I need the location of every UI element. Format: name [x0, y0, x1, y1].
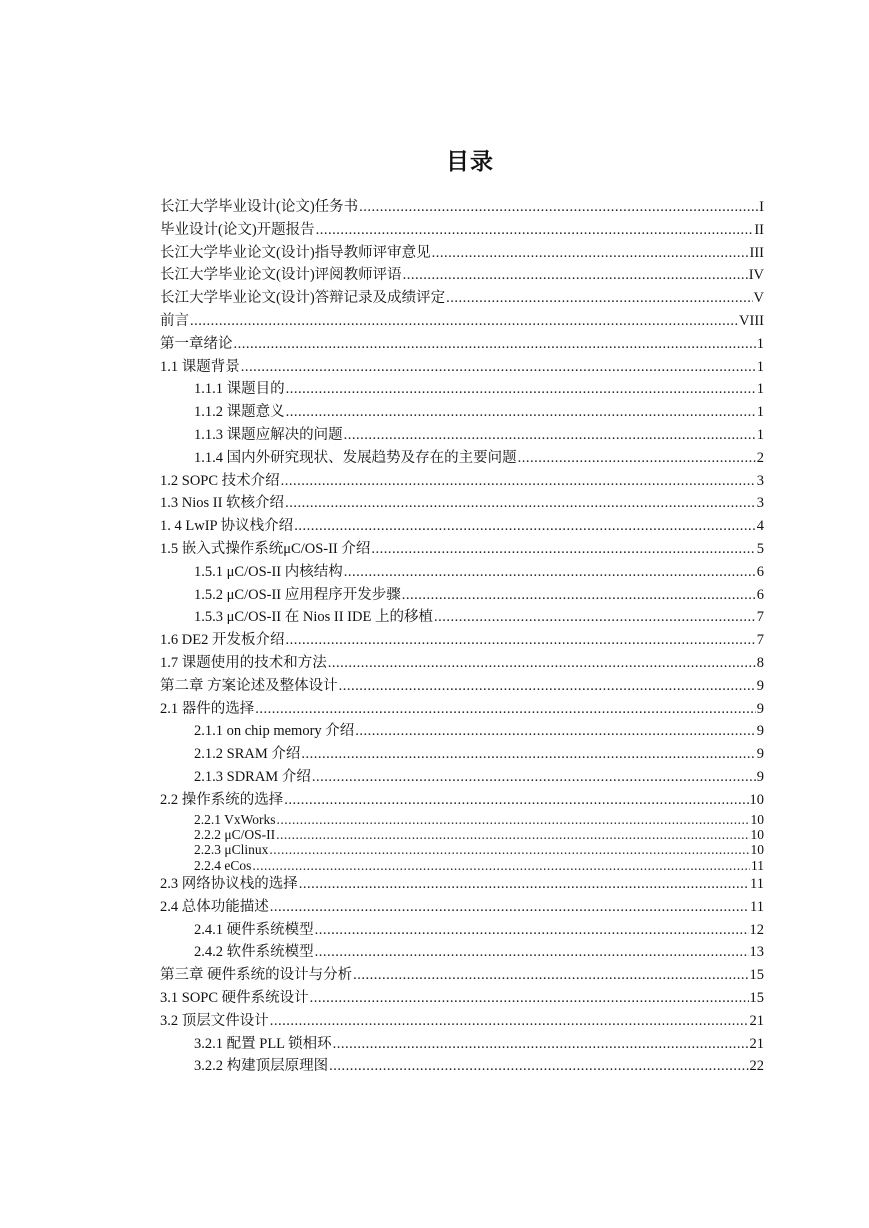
toc-entry[interactable] — [160, 896, 764, 919]
toc-entry-title: 2.2.2 μC/OS-II — [194, 826, 276, 842]
toc-entry-page-number: 3 — [756, 495, 764, 512]
toc-entry[interactable] — [160, 919, 764, 942]
toc-leader-dots — [285, 492, 756, 515]
toc-entry-title: 毕业设计(论文)开题报告 — [160, 221, 315, 238]
toc-entry[interactable] — [160, 1033, 764, 1056]
toc-leader-dots — [315, 919, 749, 942]
toc-leader-dots — [252, 858, 750, 873]
toc-entry-page-number: 9 — [756, 746, 764, 763]
toc-leader-dots — [294, 515, 756, 538]
toc-entry[interactable] — [160, 941, 764, 964]
toc-entry[interactable] — [160, 333, 764, 356]
toc-entry-page-number: 1 — [756, 335, 764, 352]
toc-entry-page-number: 4 — [756, 518, 764, 535]
toc-entry-title: 2.4 总体功能描述 — [160, 898, 269, 915]
toc-entry-page-number: 21 — [749, 1012, 764, 1029]
toc-leader-dots — [276, 827, 749, 842]
toc-entry-page-number: 7 — [756, 609, 764, 626]
toc-entry-page-number: 10 — [750, 826, 764, 842]
toc-entry-page-number: 9 — [756, 700, 764, 717]
toc-entry[interactable] — [160, 561, 764, 584]
toc-entry[interactable] — [160, 264, 764, 287]
toc-leader-dots — [285, 629, 755, 652]
toc-entry-title: 3.2.1 配置 PLL 锁相环 — [194, 1035, 332, 1052]
toc-entry[interactable] — [160, 492, 764, 515]
toc-entry-title: 2.3 网络协议栈的选择 — [160, 876, 298, 893]
toc-leader-dots — [402, 584, 756, 607]
toc-entry[interactable] — [160, 827, 764, 842]
toc-entry-page-number: VIII — [739, 312, 764, 329]
toc-entry-title: 2.1.2 SRAM 介绍 — [194, 746, 301, 763]
toc-entry[interactable] — [160, 743, 764, 766]
toc-entry[interactable] — [160, 606, 764, 629]
toc-entry-page-number: 21 — [749, 1035, 764, 1052]
toc-entry-page-number: 11 — [750, 876, 764, 893]
toc-entry-page-number: 15 — [749, 967, 764, 984]
toc-leader-dots — [353, 964, 748, 987]
toc-leader-dots — [371, 538, 755, 561]
toc-leader-dots — [315, 941, 749, 964]
toc-leader-dots — [328, 652, 756, 675]
toc-entry[interactable] — [160, 584, 764, 607]
toc-entry-page-number: 8 — [756, 654, 764, 671]
toc-entry-title: 2.1 器件的选择 — [160, 700, 255, 717]
toc-entry-page-number: 6 — [756, 586, 764, 603]
toc-entry[interactable] — [160, 629, 764, 652]
toc-entry[interactable] — [160, 356, 764, 379]
toc-entry[interactable] — [160, 858, 764, 873]
toc-leader-dots — [255, 698, 756, 721]
toc-entry-page-number: III — [749, 244, 764, 261]
toc-entry-page-number: 5 — [756, 540, 764, 557]
toc-entry-page-number: 11 — [750, 898, 764, 915]
toc-entry-title: 3.2.2 构建顶层原理图 — [194, 1058, 329, 1075]
toc-leader-dots — [286, 401, 756, 424]
toc-leader-dots — [446, 287, 752, 310]
toc-leader-dots — [312, 766, 756, 789]
toc-entry-title: 长江大学毕业论文(设计)答辩记录及成绩评定 — [160, 290, 446, 307]
toc-entry-title: 1.1.4 国内外研究现状、发展趋势及存在的主要问题 — [194, 449, 517, 466]
toc-entry-title: 2.4.1 硬件系统模型 — [194, 921, 314, 938]
toc-entry-title: 2.4.2 软件系统模型 — [194, 944, 314, 961]
toc-leader-dots — [329, 1055, 748, 1078]
toc-entry-title: 1.6 DE2 开发板介绍 — [160, 632, 285, 649]
toc-entry-page-number: 10 — [749, 791, 764, 808]
toc-entry-title: 1.5.2 μC/OS-II 应用程序开发步骤 — [194, 586, 401, 603]
toc-entry-title: 1.2 SOPC 技术介绍 — [160, 472, 280, 489]
toc-entry-page-number: I — [759, 199, 764, 215]
toc-leader-dots — [286, 378, 756, 401]
toc-entry-page-number: 7 — [756, 632, 764, 649]
toc-leader-dots — [403, 264, 748, 287]
toc-entry-title: 长江大学毕业设计(论文)任务书 — [160, 199, 359, 215]
toc-entry[interactable] — [160, 789, 764, 812]
toc-entry-page-number: 9 — [756, 723, 764, 740]
toc-leader-dots — [434, 606, 756, 629]
toc-entry-title: 前言 — [160, 312, 189, 329]
toc-entry[interactable] — [160, 538, 764, 561]
toc-leader-dots — [190, 310, 738, 333]
toc-entry[interactable] — [160, 812, 764, 827]
toc-entry-page-number: 10 — [750, 842, 764, 858]
toc-entry[interactable] — [160, 219, 764, 242]
toc-entry[interactable] — [160, 287, 764, 310]
toc-entry-title: 1.5.1 μC/OS-II 内核结构 — [194, 563, 343, 580]
toc-entry[interactable] — [160, 1010, 764, 1033]
toc-entry-title: 第三章 硬件系统的设计与分析 — [160, 967, 353, 984]
toc-entry[interactable] — [160, 675, 764, 698]
toc-entry[interactable] — [160, 766, 764, 789]
toc-leader-dots — [270, 896, 749, 919]
toc-entry-title: 长江大学毕业论文(设计)评阅教师评语 — [160, 267, 402, 284]
toc-entry[interactable] — [160, 378, 764, 401]
toc-entry[interactable] — [160, 1055, 764, 1078]
toc-leader-dots — [359, 196, 758, 219]
toc-entry-title: 2.2.1 VxWorks — [194, 811, 276, 827]
toc-leader-dots — [281, 470, 756, 493]
toc-entry-title: 2.1.3 SDRAM 介绍 — [194, 768, 311, 785]
toc-leader-dots — [432, 242, 749, 265]
toc-entry-page-number: 13 — [749, 944, 764, 961]
toc-entry-page-number: 12 — [749, 921, 764, 938]
toc-entry-page-number: 9 — [756, 677, 764, 694]
toc-entry[interactable] — [160, 987, 764, 1010]
toc-entry-page-number: 11 — [751, 857, 764, 873]
toc-entry-title: 1.7 课题使用的技术和方法 — [160, 654, 327, 671]
toc-entry-page-number: 1 — [756, 404, 764, 421]
toc-entry[interactable] — [160, 424, 764, 447]
toc-leader-dots — [270, 1010, 749, 1033]
toc-entry-title: 1.1.2 课题意义 — [194, 404, 285, 421]
toc-entry-title: 2.1.1 on chip memory 介绍 — [194, 723, 355, 740]
toc-entry-title: 1. 4 LwIP 协议栈介绍 — [160, 518, 294, 535]
toc-entry-title: 1.5 嵌入式操作系统μC/OS-II 介绍 — [160, 540, 371, 557]
toc-leader-dots — [333, 1033, 749, 1056]
toc-leader-dots — [344, 424, 756, 447]
toc-entry-page-number: 9 — [756, 768, 764, 785]
toc-entry[interactable] — [160, 515, 764, 538]
toc-entry[interactable] — [160, 242, 764, 265]
toc-entry[interactable] — [160, 310, 764, 333]
toc-entry[interactable] — [160, 447, 764, 470]
table-of-contents — [160, 196, 764, 1078]
toc-entry-page-number: 1 — [756, 426, 764, 443]
toc-leader-dots — [355, 720, 755, 743]
toc-entry-title: 第二章 方案论述及整体设计 — [160, 677, 338, 694]
toc-entry[interactable] — [160, 652, 764, 675]
toc-entry-title: 3.1 SOPC 硬件系统设计 — [160, 990, 309, 1007]
toc-leader-dots — [310, 987, 749, 1010]
toc-entry[interactable] — [160, 401, 764, 424]
toc-entry-page-number: 22 — [749, 1058, 764, 1075]
toc-entry-title: 1.1 课题背景 — [160, 358, 240, 375]
toc-entry-title: 1.1.3 课题应解决的问题 — [194, 426, 343, 443]
toc-entry-page-number: 10 — [750, 811, 764, 827]
toc-entry-title: 1.1.1 课题目的 — [194, 381, 285, 398]
toc-entry[interactable] — [160, 470, 764, 493]
toc-entry-title: 2.2.4 eCos — [194, 857, 252, 873]
toc-entry-page-number: 6 — [756, 563, 764, 580]
toc-entry-title: 2.2 操作系统的选择 — [160, 791, 284, 808]
toc-entry-title: 1.3 Nios II 软核介绍 — [160, 495, 285, 512]
toc-entry-title: 2.2.3 μClinux — [194, 842, 269, 858]
toc-leader-dots — [241, 356, 756, 379]
toc-entry-title: 第一章绪论 — [160, 335, 233, 352]
toc-leader-dots — [518, 447, 756, 470]
toc-entry-page-number: IV — [748, 267, 764, 284]
toc-leader-dots — [269, 842, 749, 857]
toc-leader-dots — [234, 333, 756, 356]
toc-entry-page-number: 2 — [756, 449, 764, 466]
toc-leader-dots — [344, 561, 756, 584]
toc-entry[interactable] — [160, 196, 764, 219]
toc-entry-page-number: 1 — [756, 358, 764, 375]
toc-leader-dots — [301, 743, 755, 766]
toc-leader-dots — [277, 812, 750, 827]
toc-entry-title: 1.5.3 μC/OS-II 在 Nios II IDE 上的移植 — [194, 609, 433, 626]
toc-entry[interactable] — [160, 964, 764, 987]
toc-entry-page-number: II — [754, 221, 764, 238]
toc-leader-dots — [299, 873, 749, 896]
toc-entry-title: 长江大学毕业论文(设计)指导教师评审意见 — [160, 244, 431, 261]
toc-entry-page-number: 3 — [756, 472, 764, 489]
page-title: 目录 — [446, 149, 494, 175]
toc-leader-dots — [284, 789, 748, 812]
toc-leader-dots — [339, 675, 756, 698]
toc-entry[interactable] — [160, 873, 764, 896]
toc-entry-title: 3.2 顶层文件设计 — [160, 1012, 269, 1029]
toc-entry[interactable] — [160, 698, 764, 721]
toc-entry-page-number: V — [753, 290, 764, 307]
toc-entry-page-number: 1 — [756, 381, 764, 398]
toc-entry[interactable] — [160, 842, 764, 857]
toc-entry[interactable] — [160, 720, 764, 743]
toc-entry-page-number: 15 — [749, 990, 764, 1007]
toc-leader-dots — [316, 219, 754, 242]
